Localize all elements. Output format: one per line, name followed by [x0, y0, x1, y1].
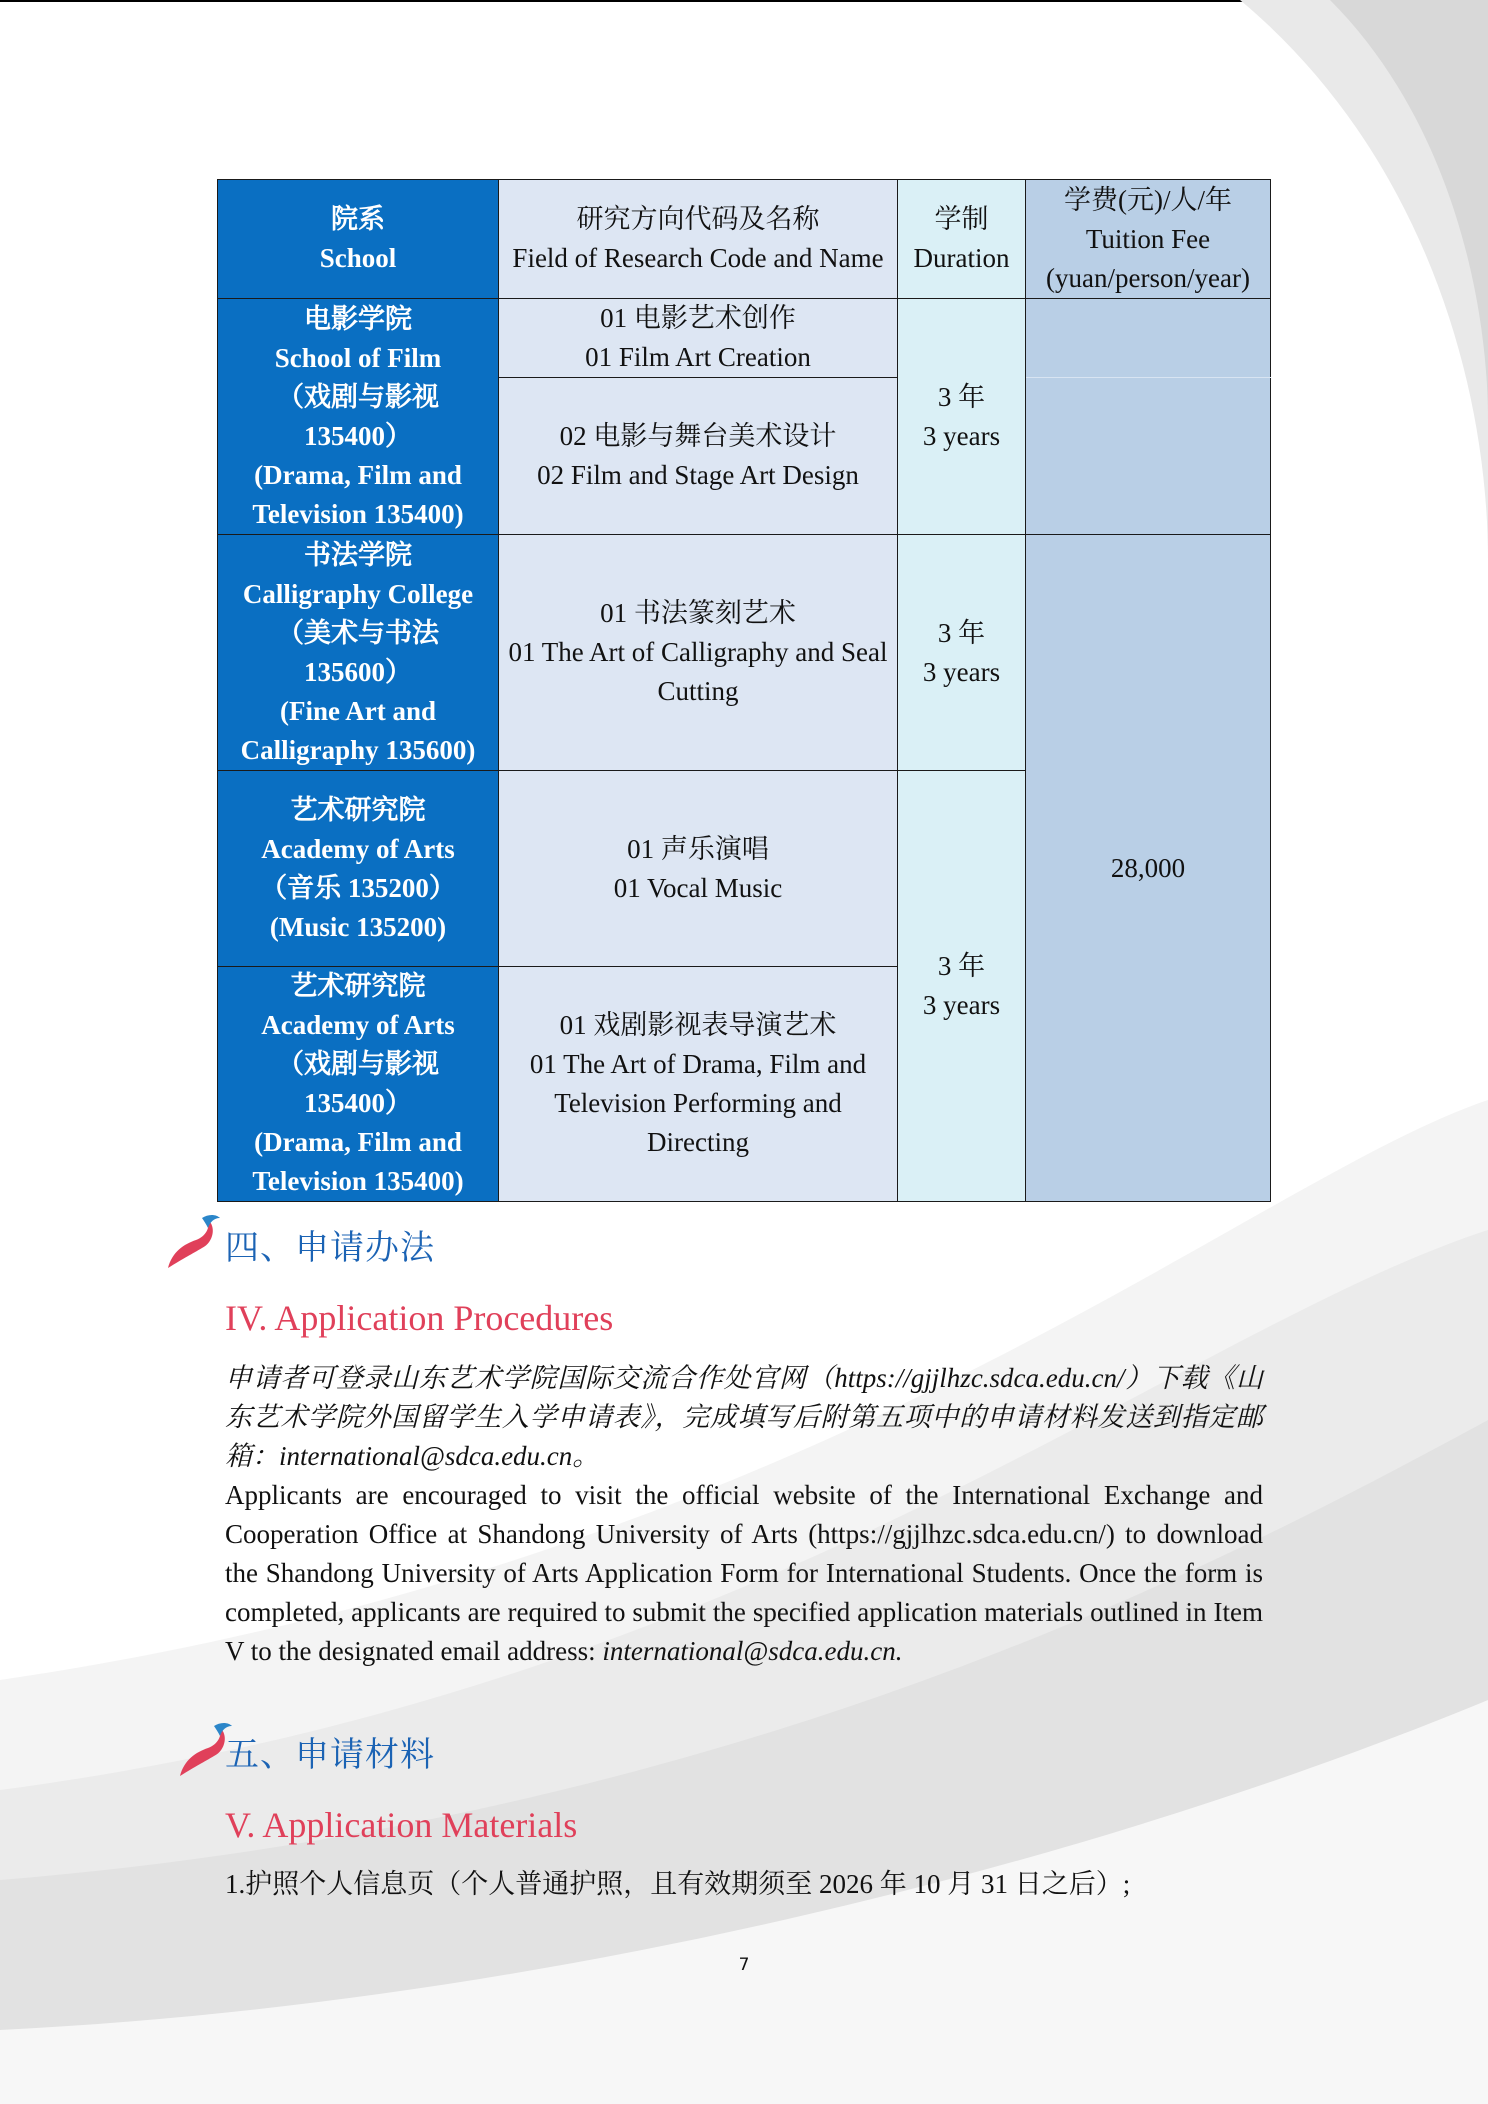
header-fee-cell: [1026, 180, 1271, 299]
duration-cell: [898, 299, 1026, 535]
field-cell: [499, 535, 898, 771]
school-line: Academy of Arts: [261, 1010, 455, 1040]
school-cell-drama: [218, 967, 499, 1202]
header-fee-en-2: (yuan/person/year): [1046, 262, 1250, 293]
field-cell: [499, 299, 898, 378]
school-line: (Fine Art and: [279, 695, 436, 726]
fee-value: 28,000: [1110, 852, 1186, 883]
school-line: 艺术研究院: [290, 971, 426, 1001]
field-zh: 02 电影与舞台美术设计: [559, 421, 837, 451]
school-line: 电影学院: [304, 303, 412, 334]
school-line: 艺术研究院: [290, 794, 426, 825]
header-school-zh: 院系: [331, 204, 385, 234]
materials-item-1: 1.护照个人信息页（个人普通护照，且有效期须至 2026 年 10 月 31 日之后）;: [225, 1869, 1131, 1899]
header-field-cell: [499, 180, 898, 299]
school-line: Television 135400): [252, 498, 464, 529]
school-line: （音乐 135200）: [260, 872, 456, 903]
school-line: Calligraphy College: [242, 578, 474, 609]
section-4-title-zh: 四、申请办法: [225, 1228, 435, 1268]
page-number: 7: [738, 1955, 750, 1975]
field-en: 01 The Art of Calligraphy and Seal Cutting: [508, 637, 888, 706]
field-en: 01 Film Art Creation: [585, 342, 811, 372]
school-line: 135600）: [304, 656, 412, 687]
table-row: [218, 299, 1271, 378]
school-line: Television 135400): [252, 1166, 464, 1196]
field-zh: 01 声乐演唱: [627, 833, 769, 864]
paragraph-en-body: Applicants are encouraged to visit the official website of the International Exchange and Cooperation Office at Shandong University of Arts (https://gjjlhzc.sdca.edu.cn/) to download the Shandong University of Arts Application Form for International Students. Once the form is completed, applicants are required to submit the specified application materials outlined in Item V to the designated email address:: [225, 1480, 1263, 1666]
field-zh: 01 电影艺术创作: [600, 303, 796, 333]
duration-en: 3 years: [922, 656, 1001, 687]
tuition-fee-table: [217, 179, 1271, 1202]
field-en: 01 The Art of Drama, Film and Television Performing and Directing: [529, 1049, 867, 1157]
school-line: (Drama, Film and: [254, 1127, 462, 1157]
brush-stroke-icon: [162, 1212, 222, 1272]
school-line: 书法学院: [304, 539, 412, 570]
table-header-row: [218, 180, 1271, 299]
section-4-paragraph-en: [225, 1476, 1263, 1671]
duration-cell: [898, 535, 1026, 771]
field-zh: 01 戏剧影视表导演艺术: [559, 1010, 837, 1040]
header-duration-zh: 学制: [934, 204, 989, 234]
school-line: 135400）: [304, 1088, 412, 1118]
school-line: 135400）: [304, 420, 412, 451]
school-line: Academy of Arts: [261, 833, 455, 864]
section-4-title-en: IV. Application Procedures: [225, 1298, 614, 1338]
duration-cell: [898, 771, 1026, 1202]
school-line: （美术与书法: [277, 617, 439, 648]
school-cell-music: [218, 771, 499, 967]
school-cell-calligraphy: [218, 535, 499, 771]
duration-en: 3 years: [922, 420, 1001, 451]
school-line: （戏剧与影视: [277, 381, 439, 412]
field-zh: 01 书法篆刻艺术: [600, 598, 796, 628]
header-duration-cell: [898, 180, 1026, 299]
field-en: 01 Vocal Music: [613, 872, 783, 903]
header-school-en: School: [319, 243, 397, 273]
field-cell: [499, 378, 898, 535]
field-en: 02 Film and Stage Art Design: [537, 460, 859, 490]
fee-cell-shared: [1026, 535, 1271, 1202]
header-fee-zh: 学费(元)/人/年: [1064, 184, 1232, 215]
header-duration-en: Duration: [913, 243, 1010, 273]
header-field-zh: 研究方向代码及名称: [576, 204, 820, 234]
contact-email: international@sdca.edu.cn.: [602, 1636, 903, 1666]
header-school-cell: [218, 180, 499, 299]
table-row: [218, 535, 1271, 771]
duration-en: 3 years: [922, 990, 1001, 1020]
duration-zh: 3 年: [937, 617, 986, 648]
school-line: Calligraphy 135600): [240, 734, 476, 765]
school-line: (Drama, Film and: [254, 459, 462, 490]
school-line: (Music 135200): [269, 911, 447, 942]
school-line: School of Film: [274, 342, 442, 373]
section-4-paragraph-zh: 申请者可登录山东艺术学院国际交流合作处官网（https://gjjlhzc.sdca.edu.cn/）下载《山东艺术学院外国留学生入学申请表》，完成填写后附第五项中的申请材料发送到指定邮箱：international@sdca.edu.cn。: [225, 1363, 1263, 1471]
duration-zh: 3 年: [937, 381, 986, 412]
header-field-en: Field of Research Code and Name: [512, 243, 884, 273]
header-fee-en-1: Tuition Fee: [1085, 223, 1211, 254]
school-cell-film: [218, 299, 499, 535]
school-line: （戏剧与影视: [277, 1049, 439, 1079]
section-5-title-en: V. Application Materials: [225, 1805, 578, 1845]
fee-cell-film: [1026, 378, 1271, 535]
duration-zh: 3 年: [937, 951, 986, 981]
field-cell: [499, 771, 898, 967]
field-cell: [499, 967, 898, 1202]
section-5-title-zh: 五、申请材料: [225, 1735, 435, 1775]
fee-cell-top: [1026, 299, 1271, 378]
